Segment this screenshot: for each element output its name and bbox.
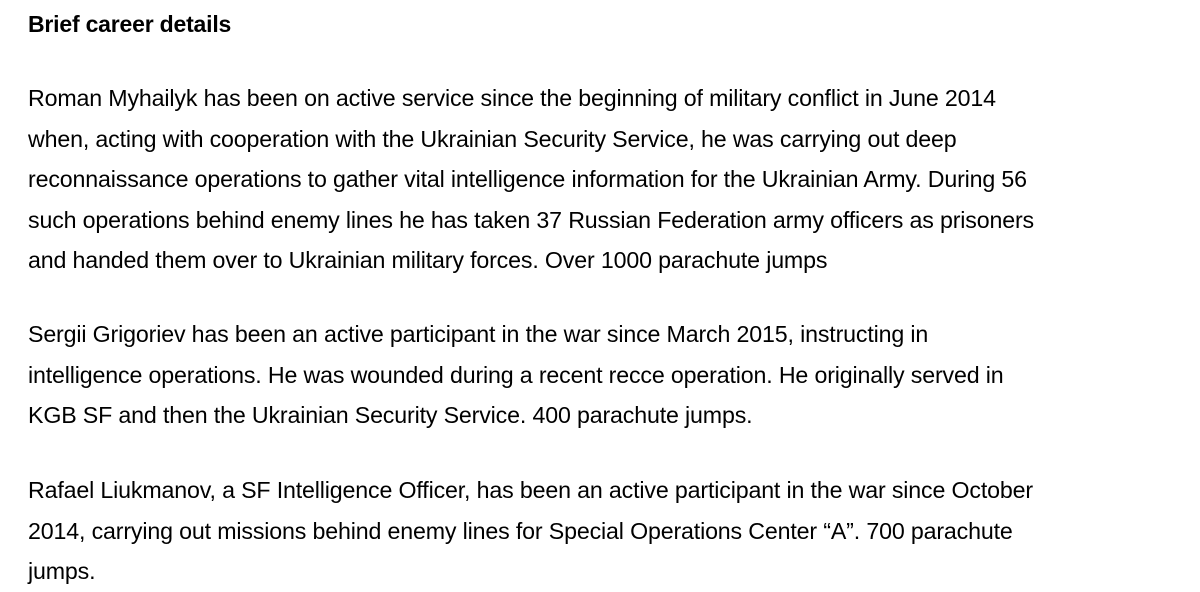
paragraph-sergii-grigoriev bbox=[28, 314, 1200, 436]
paragraph-line: Rafael Liukmanov, a SF Intelligence Officer, has been an active participant in the war since October bbox=[28, 477, 1033, 503]
section-heading: Brief career details bbox=[28, 11, 232, 37]
paragraph-line: intelligence operations. He was wounded during a recent recce operation. He originally served in bbox=[28, 361, 1004, 388]
paragraph-line: such operations behind enemy lines he has taken 37 Russian Federation army officers as prisoners bbox=[28, 206, 1034, 233]
paragraph-line: Roman Myhailyk has been on active service since the beginning of military conflict in June 2014 bbox=[28, 85, 996, 111]
paragraph-line: when, acting with cooperation with the Ukrainian Security Service, he was carrying out deep bbox=[28, 125, 957, 152]
paragraph-rafael-liukmanov bbox=[28, 470, 1200, 592]
paragraph-roman-myhailyk bbox=[28, 78, 1200, 281]
paragraph-line: jumps. bbox=[28, 558, 96, 584]
paragraph-line: and handed them over to Ukrainian military forces. Over 1000 parachute jumps bbox=[28, 247, 828, 273]
paragraph-line: reconnaissance operations to gather vital intelligence information for the Ukrainian Army. During 56 bbox=[28, 166, 1027, 192]
paragraph-line: KGB SF and then the Ukrainian Security Service. 400 parachute jumps. bbox=[28, 402, 753, 428]
paragraph-line: 2014, carrying out missions behind enemy lines for Special Operations Center “A”. 700 parachute bbox=[28, 517, 1013, 544]
paragraph-line: Sergii Grigoriev has been an active participant in the war since March 2015, instructing in bbox=[28, 321, 929, 347]
